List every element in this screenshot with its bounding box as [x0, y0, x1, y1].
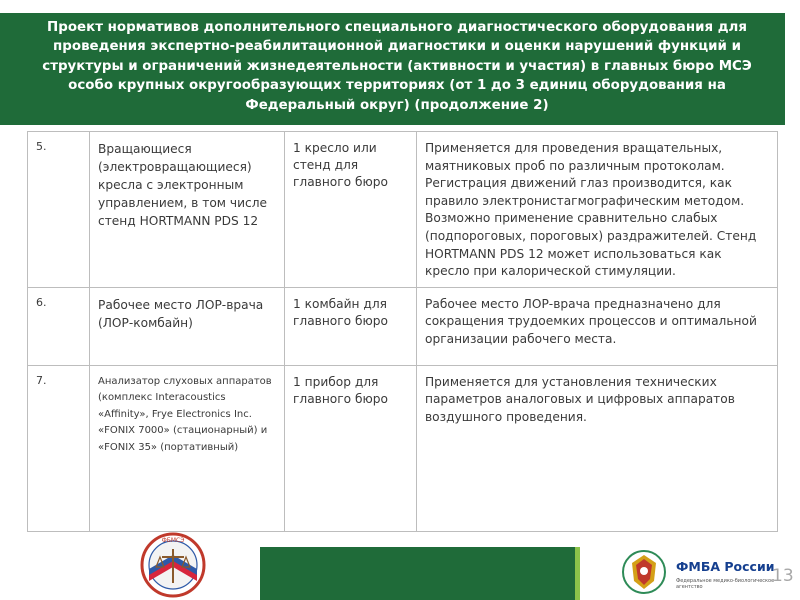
equipment-note: Применяется для проведения вращательных, маятниковых проб по различным протоколам. Регистрация движений глаз производится, как правило электронистагмографическим методом. Возможно применение сравнительно слабых (подпороговых, пороговых) раздражителей. Стенд HORTMANN PDS 12 может использоваться как кресло при калорической стимуляции. [417, 132, 778, 288]
equipment-quantity: 1 комбайн для главного бюро [285, 287, 417, 365]
footer-green-strip [260, 547, 579, 600]
brand-subtitle: Федеральное медико-биологическое агентство [676, 578, 775, 590]
slide-title: Проект нормативов дополнительного специального диагностического оборудования для проведения экспертно-реабилитационной диагностики и оценки нарушений функций и структуры и ограничений жизнедеятельности (активности и участия) в главных бюро МСЭ особо крупных округообразующих территориях (от 1 до 3 единиц оборудования на Федеральный округ) (продолжение 2) [42, 20, 752, 113]
equipment-quantity: 1 прибор для главного бюро [285, 365, 417, 531]
brand-name: ФМБА России [676, 559, 775, 574]
fbmse-logo [140, 531, 206, 600]
equipment-name: Анализатор слуховых аппаратов (комплекс Interacoustics «Affinity», Frye Electronics Inc. «FONIX 7000» (стационарный) и «FONIX 35» (портативный) [90, 365, 285, 531]
page-number: 13 [772, 566, 794, 586]
logo-text: ФБМСЭ [161, 537, 185, 544]
row-number: 7. [28, 365, 90, 531]
table-row [28, 287, 778, 365]
footer-left-bar [0, 547, 88, 600]
equipment-note: Рабочее место ЛОР-врача предназначено для сокращения трудоемких процессов и оптимальной организации рабочего места. [417, 287, 778, 365]
footer-accent-stripe [575, 547, 580, 600]
equipment-note: Применяется для установления технических параметров аналоговых и цифровых аппаратов воздушного проведения. [417, 365, 778, 531]
equipment-table [27, 131, 778, 532]
table-row [28, 132, 778, 288]
equipment-quantity: 1 кресло или стенд для главного бюро [285, 132, 417, 288]
row-number: 5. [28, 132, 90, 288]
fmba-emblem [620, 547, 668, 597]
equipment-name: Рабочее место ЛОР-врача (ЛОР-комбайн) [90, 287, 285, 365]
row-number: 6. [28, 287, 90, 365]
equipment-name: Вращающиеся (электровращающиеся) кресла с электронным управлением, в том числе стенд HORTMANN PDS 12 [90, 132, 285, 288]
table-row [28, 365, 778, 531]
